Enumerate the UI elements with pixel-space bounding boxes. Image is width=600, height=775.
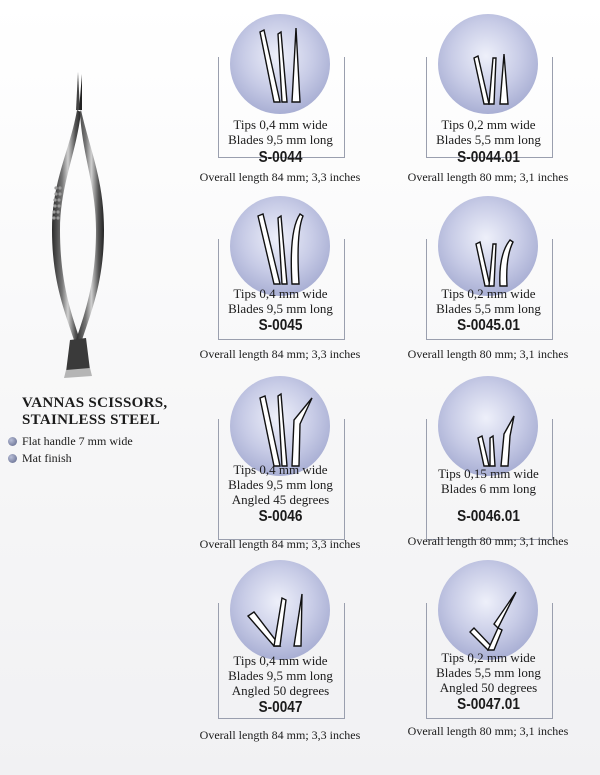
- overall-length: Overall length 84 mm; 3,3 inches: [199, 728, 361, 742]
- product-title-line1: VANNAS SCISSORS,: [22, 395, 168, 411]
- scissor-tip-icon: [438, 376, 538, 476]
- spec-line: Blades 5,5 mm long: [436, 132, 541, 147]
- scissors-product-image: [30, 70, 125, 380]
- product-card: [199, 194, 399, 389]
- product-info: [8, 395, 188, 467]
- product-card: [407, 558, 600, 753]
- scissor-tip-icon: [438, 14, 538, 114]
- tip-disc: [438, 376, 538, 476]
- scissor-tip-icon: [230, 376, 330, 476]
- spec-line: Tips 0,2 mm wide: [441, 117, 536, 132]
- spec-line: Tips 0,4 mm wide: [233, 286, 328, 301]
- tip-disc: [230, 376, 330, 476]
- spec-line: Tips 0,4 mm wide: [233, 462, 328, 477]
- spec-line: Blades 6 mm long: [441, 481, 536, 496]
- spec-line: Blades 5,5 mm long: [436, 665, 541, 680]
- overall-length: Overall length 80 mm; 3,1 inches: [407, 347, 569, 361]
- product-title-line2: STAINLESS STEEL: [22, 412, 161, 428]
- bullet-icon: [8, 437, 17, 446]
- spec-line: Blades 5,5 mm long: [436, 301, 541, 316]
- bullet-icon: [8, 454, 17, 463]
- spec-line: Blades 9,5 mm long: [228, 477, 333, 492]
- spec-line: Tips 0,4 mm wide: [233, 653, 328, 668]
- tip-disc: [230, 14, 330, 114]
- scissor-tip-icon: [230, 14, 330, 114]
- feature-item: [8, 450, 188, 467]
- product-card: [407, 12, 600, 207]
- feature-item: [8, 433, 188, 450]
- spec-line: Blades 9,5 mm long: [228, 301, 333, 316]
- product-card: [199, 374, 399, 569]
- spec-line: Blades 9,5 mm long: [228, 668, 333, 683]
- feature-text: Flat handle 7 mm wide: [22, 434, 133, 448]
- tip-disc: [438, 560, 538, 660]
- product-card: [407, 374, 600, 569]
- spec-line: Blades 9,5 mm long: [228, 132, 333, 147]
- overall-length: Overall length 80 mm; 3,1 inches: [407, 170, 569, 184]
- spec-line: Angled 50 degrees: [439, 680, 538, 695]
- product-card: [407, 194, 600, 389]
- product-code: S-0047: [258, 699, 303, 716]
- product-code: S-0044: [258, 149, 303, 166]
- scissor-tip-icon: [230, 560, 330, 660]
- spec-line: Tips 0,4 mm wide: [233, 117, 328, 132]
- product-code: S-0046.01: [457, 508, 520, 525]
- tip-disc: [230, 560, 330, 660]
- product-card: [199, 558, 399, 753]
- product-title: [22, 395, 188, 429]
- tip-disc: [438, 14, 538, 114]
- scissor-tip-icon: [438, 560, 538, 660]
- scissor-tip-icon: [438, 196, 538, 296]
- spec-line: Tips 0,2 mm wide: [441, 650, 536, 665]
- product-code: S-0045.01: [457, 317, 520, 334]
- scissor-tip-icon: [230, 196, 330, 296]
- overall-length: Overall length 84 mm; 3,3 inches: [199, 170, 361, 184]
- overall-length: Overall length 80 mm; 3,1 inches: [407, 724, 569, 738]
- product-code: S-0044.01: [457, 149, 520, 166]
- overall-length: Overall length 84 mm; 3,3 inches: [199, 537, 361, 551]
- overall-length: Overall length 84 mm; 3,3 inches: [199, 347, 361, 361]
- spec-line: Tips 0,2 mm wide: [441, 286, 536, 301]
- spec-line: Tips 0,15 mm wide: [438, 466, 539, 481]
- product-code: S-0045: [258, 317, 303, 334]
- feature-list: [8, 433, 188, 467]
- tip-disc: [438, 196, 538, 296]
- spec-line: Angled 45 degrees: [231, 492, 330, 507]
- product-code: S-0047.01: [457, 696, 520, 713]
- product-code: S-0046: [258, 508, 303, 525]
- spec-line: Angled 50 degrees: [231, 683, 330, 698]
- feature-text: Mat finish: [22, 451, 72, 465]
- overall-length: Overall length 80 mm; 3,1 inches: [407, 534, 569, 548]
- product-card: [199, 12, 399, 207]
- tip-disc: [230, 196, 330, 296]
